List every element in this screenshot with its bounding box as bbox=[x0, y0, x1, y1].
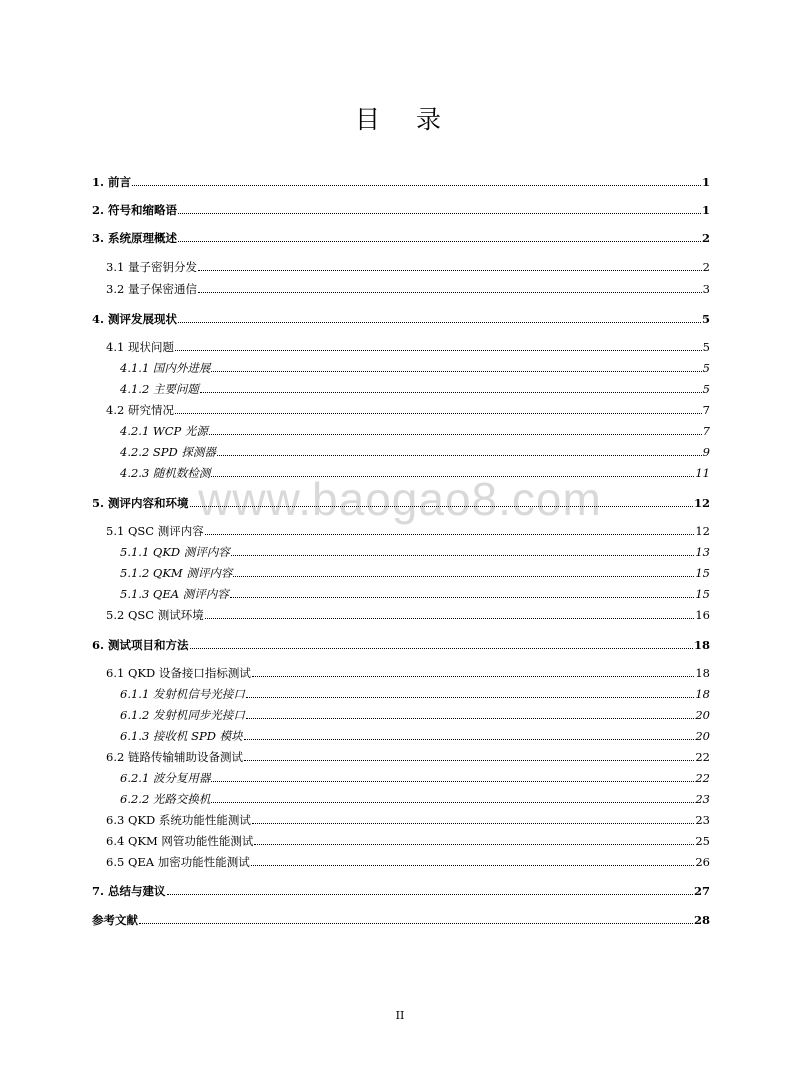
dot-leader bbox=[211, 476, 694, 477]
toc-entry-page: 2 bbox=[702, 260, 710, 274]
dot-leader bbox=[209, 434, 702, 435]
toc-entry-page: 3 bbox=[702, 282, 710, 296]
dot-leader bbox=[211, 781, 694, 782]
toc-entry[interactable] bbox=[120, 564, 710, 580]
toc-entry-page: 11 bbox=[695, 466, 710, 480]
toc-entry-label: 6.2.1 波分复用器 bbox=[120, 771, 211, 785]
toc-entry-label: 6.5 QEA 加密功能性能测试 bbox=[106, 855, 250, 869]
toc-entry[interactable] bbox=[106, 606, 710, 622]
toc-entry-page: 7 bbox=[702, 403, 710, 417]
toc-entry-label: 6.1.1 发射机信号光接口 bbox=[120, 687, 245, 701]
toc-entry-page: 22 bbox=[695, 771, 710, 785]
dot-leader bbox=[178, 213, 701, 214]
toc-entry-page: 20 bbox=[695, 708, 710, 722]
toc-entry-page: 12 bbox=[695, 524, 710, 538]
toc-entry[interactable] bbox=[92, 229, 710, 245]
toc-entry-label: 5.1 QSC 测评内容 bbox=[106, 524, 204, 538]
toc-entry[interactable] bbox=[106, 832, 710, 848]
toc-entry-page: 1 bbox=[701, 175, 710, 189]
toc-entry-label: 4.2 研究情况 bbox=[106, 403, 174, 417]
toc-entry-label: 6.1.3 接收机 SPD 模块 bbox=[120, 729, 243, 743]
dot-leader bbox=[200, 392, 702, 393]
dot-leader bbox=[211, 802, 694, 803]
toc-entry[interactable] bbox=[92, 173, 710, 189]
toc-entry-page: 7 bbox=[702, 424, 710, 438]
toc-entry[interactable] bbox=[120, 380, 710, 396]
dot-leader bbox=[254, 844, 694, 845]
toc-entry-label: 4.2.1 WCP 光源 bbox=[120, 424, 208, 438]
dot-leader bbox=[190, 648, 693, 649]
toc-entry-page: 9 bbox=[702, 445, 710, 459]
toc-entry[interactable] bbox=[106, 280, 710, 296]
dot-leader bbox=[233, 576, 694, 577]
toc-entry-page: 1 bbox=[701, 203, 710, 217]
dot-leader bbox=[167, 894, 693, 895]
toc-entry[interactable] bbox=[92, 636, 710, 652]
toc-entry[interactable] bbox=[106, 748, 710, 764]
toc-entry-label: 3. 系统原理概述 bbox=[92, 231, 178, 245]
toc-entry-page: 23 bbox=[695, 792, 710, 806]
toc-entry[interactable] bbox=[120, 543, 710, 559]
toc-entry-page: 2 bbox=[701, 231, 710, 245]
dot-leader bbox=[175, 350, 702, 351]
toc-entry-label: 6.2.2 光路交换机 bbox=[120, 792, 211, 806]
dot-leader bbox=[246, 718, 694, 719]
toc-entry-page: 22 bbox=[695, 750, 710, 764]
toc-entry-page: 5 bbox=[702, 340, 710, 354]
toc-entry[interactable] bbox=[106, 853, 710, 869]
dot-leader bbox=[175, 413, 702, 414]
toc-entry[interactable] bbox=[106, 522, 710, 538]
toc-entry[interactable] bbox=[120, 359, 710, 375]
toc-entry[interactable] bbox=[92, 310, 710, 326]
dot-leader bbox=[190, 506, 693, 507]
toc-entry-label: 6.2 链路传输辅助设备测试 bbox=[106, 750, 243, 764]
toc-entry-label: 4.1.1 国内外进展 bbox=[120, 361, 211, 375]
toc-entry-page: 5 bbox=[702, 382, 710, 396]
toc-entry-page: 18 bbox=[695, 687, 710, 701]
toc-entry-label: 6.3 QKD 系统功能性能测试 bbox=[106, 813, 251, 827]
dot-leader bbox=[178, 241, 701, 242]
toc-entry-page: 5 bbox=[702, 361, 710, 375]
toc-entry-page: 16 bbox=[695, 608, 710, 622]
toc-entry[interactable] bbox=[106, 401, 710, 417]
toc-entry[interactable] bbox=[120, 727, 710, 743]
toc-entry-label: 3.1 量子密钥分发 bbox=[106, 260, 197, 274]
dot-leader bbox=[211, 371, 701, 372]
dot-leader bbox=[217, 455, 702, 456]
toc-entry-label: 7. 总结与建议 bbox=[92, 884, 166, 898]
dot-leader bbox=[244, 760, 694, 761]
toc-entry-label: 5. 测评内容和环境 bbox=[92, 496, 189, 510]
dot-leader bbox=[205, 534, 695, 535]
watermark: www.baogao8.com bbox=[198, 473, 602, 525]
dot-leader bbox=[205, 618, 695, 619]
toc-entry[interactable] bbox=[120, 706, 710, 722]
toc-entry-label: 6.1.2 发射机同步光接口 bbox=[120, 708, 245, 722]
toc-entry[interactable] bbox=[92, 201, 710, 217]
page-number: II bbox=[395, 1009, 405, 1022]
toc-entry-page: 5 bbox=[701, 312, 710, 326]
dot-leader bbox=[178, 322, 701, 323]
toc-entry-page: 28 bbox=[693, 913, 710, 927]
toc-entry[interactable] bbox=[120, 443, 710, 459]
toc-entry-label: 4.2.2 SPD 探测器 bbox=[120, 445, 216, 459]
toc-entry-page: 23 bbox=[695, 813, 710, 827]
dot-leader bbox=[244, 739, 695, 740]
toc-entry-label: 6. 测试项目和方法 bbox=[92, 638, 189, 652]
toc-entry[interactable] bbox=[92, 882, 710, 898]
dot-leader bbox=[198, 292, 702, 293]
toc-entry-page: 25 bbox=[695, 834, 710, 848]
dot-leader bbox=[230, 597, 695, 598]
toc-entry-page: 13 bbox=[695, 545, 710, 559]
toc-entry-label: 4.2.3 随机数检测 bbox=[120, 466, 211, 480]
toc-entry[interactable] bbox=[120, 422, 710, 438]
toc-entry[interactable] bbox=[106, 664, 710, 680]
toc-entry-label: 5.1.3 QEA 测评内容 bbox=[120, 587, 229, 601]
toc-entry-label: 4.1 现状问题 bbox=[106, 340, 174, 354]
toc-entry-label: 5.1.1 QKD 测评内容 bbox=[120, 545, 230, 559]
toc-entry-page: 18 bbox=[695, 666, 710, 680]
dot-leader bbox=[252, 823, 695, 824]
toc-entry[interactable] bbox=[106, 258, 710, 274]
toc-entry-page: 26 bbox=[695, 855, 710, 869]
dot-leader bbox=[251, 865, 695, 866]
toc-entry[interactable] bbox=[120, 790, 710, 806]
toc-entry[interactable] bbox=[92, 494, 710, 510]
toc-entry-label: 6.4 QKM 网管功能性能测试 bbox=[106, 834, 254, 848]
toc-entry-label: 4. 测评发展现状 bbox=[92, 312, 178, 326]
toc-entry-page: 20 bbox=[695, 729, 710, 743]
toc-entry-label: 1. 前言 bbox=[92, 175, 132, 189]
toc-entry[interactable] bbox=[92, 911, 710, 927]
toc-entry-page: 15 bbox=[695, 566, 710, 580]
toc-entry[interactable] bbox=[120, 685, 710, 701]
toc-entry-label: 5.1.2 QKM 测评内容 bbox=[120, 566, 233, 580]
dot-leader bbox=[252, 676, 695, 677]
toc-entry-label: 3.2 量子保密通信 bbox=[106, 282, 197, 296]
toc-entry-page: 27 bbox=[693, 884, 710, 898]
toc-entry-label: 5.2 QSC 测试环境 bbox=[106, 608, 204, 622]
page-title: 目 录 bbox=[355, 105, 455, 134]
dot-leader bbox=[198, 270, 702, 271]
toc-entry[interactable] bbox=[106, 811, 710, 827]
toc-entry-label: 4.1.2 主要问题 bbox=[120, 382, 199, 396]
toc-entry-page: 18 bbox=[693, 638, 710, 652]
toc-entry-label: 6.1 QKD 设备接口指标测试 bbox=[106, 666, 251, 680]
toc-entry[interactable] bbox=[120, 585, 710, 601]
toc-entry[interactable] bbox=[120, 769, 710, 785]
dot-leader bbox=[246, 697, 694, 698]
toc-entry-label: 参考文献 bbox=[92, 913, 138, 927]
dot-leader bbox=[132, 185, 701, 186]
toc-entry-page: 12 bbox=[693, 496, 710, 510]
toc-entry[interactable] bbox=[120, 464, 710, 480]
dot-leader bbox=[231, 555, 695, 556]
toc-entry-label: 2. 符号和缩略语 bbox=[92, 203, 178, 217]
toc-entry-page: 15 bbox=[695, 587, 710, 601]
toc-entry[interactable] bbox=[106, 338, 710, 354]
dot-leader bbox=[139, 923, 693, 924]
